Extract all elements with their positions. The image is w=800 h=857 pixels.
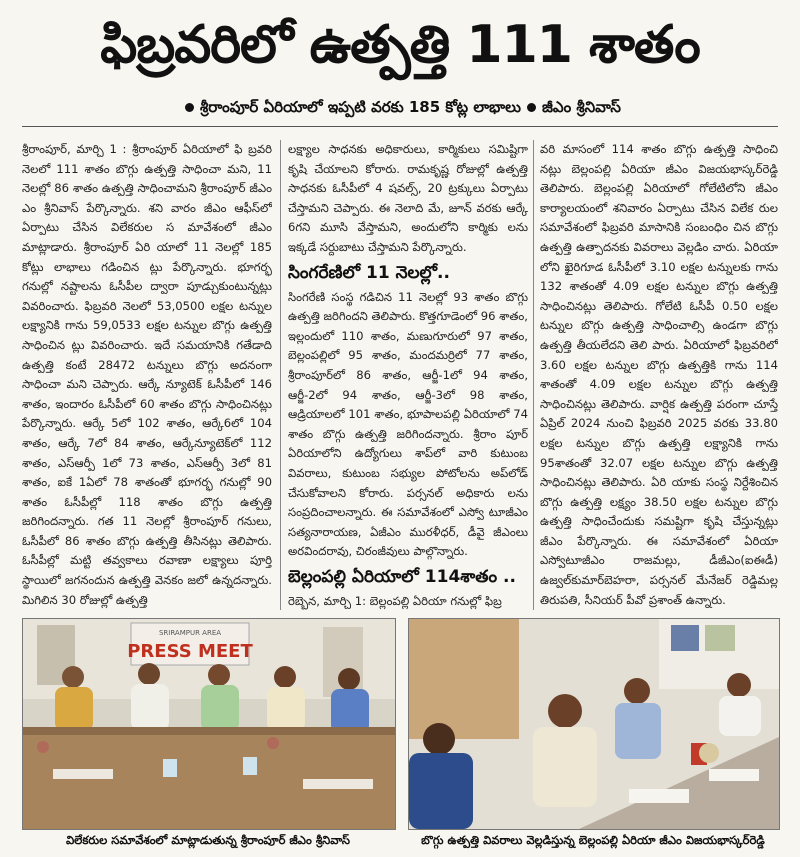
banner-small-text: SRIRAMPUR AREA [158,629,222,637]
subhead-part1: శ్రీరాంపూర్ ఏరియాలో ఇప్పటి వరకు 185 కోట్ల లాభాలు [200,98,521,116]
section-heading-bellampalli: బెల్లంపల్లి ఏరియాలో 114శాతం .. [288,566,516,587]
column-divider [280,140,281,610]
column-2-text-top: లక్ష్యాల సాధనకు అధికారులు, కార్మికులు సమిష్టిగా కృషి చేయాలని కోరారు. రామకృష్ణ రోజుల్లో ఉత్పత్తి సాధనకు ఓసీపీలో 4 షవల్స్, 20 ట్రక్కులు ఏర్పాటు చేస్తామని చెప్పారు. ఈ నెలాది మే, జూన్ వరకు ఆర్కే 6గని మూసి వేస్తామని, అందులోని కార్మికు లను ఇక్కడే సర్దుబాటు చేస్తామని పేర్కొన్నారు. [288,142,528,254]
column-divider [533,140,534,610]
bullet-icon [185,103,194,112]
article-column-3 [540,140,778,610]
top-rule [22,126,778,127]
article-column-2 [288,140,528,610]
subhead-part2: జీఎం శ్రీనివాస్ [541,98,621,116]
column-1-text: శ్రీరాంపూర్, మార్చి 1 : శ్రీరాంపూర్ ఏరియాలో ఫి బ్రవరి నెలలో 111 శాతం బొగ్గు ఉత్పత్తి సాధించా మని, 11 నెలల్లో 86 శాతం ఉత్పత్తి సాధించామని శ్రీరాంపూర్ జీఎం ఎం శ్రీనివాస్ పేర్కొన్నారు. శని వారం జీఎం ఆఫీస్‌లో ఏర్పాటు చేసిన విలేకరుల స మావేశంలో జీఎం మాట్లాడారు. శ్రీరాంపూర్ ఏరి యాలో 11 నెలల్లో 185 కోట్లు లాభాలు గడించిన ట్లు పేర్కొన్నారు. భూగర్భ గనుల్లో నష్టాలను ఓసీపీల ద్వారా పూడ్చుకుంటున్నట్లు వివరించారు. ఫిబ్రవరి నెలలో 53,0500 లక్షల టన్నుల లక్ష్యానికి గాను 59,0533 లక్షల టన్నుల బొగ్గు ఉత్పత్తి సాధించిన ట్లు వివరించారు. ఇదే సమయానికి గతేడాది ఉత్పత్తి కంటే 28472 టన్నులు బొగ్గు అదనంగా సాధించా మని చెప్పారు. ఆర్కే న్యూటెక్ ఓసీపీలో 146 శాతం, ఇందారం ఓసీపీలో 60 శాతం బొగ్గు సాధించినట్లు పేర్కొన్నారు. ఆర్కే 5లో 102 శాతం, ఆర్కే6లో 104 శాతం, ఆర్కే 7లో 84 శాతం, ఆర్కేన్యూటెక్‌లో 112 శాతం, ఎస్ఆర్పీ 1లో 73 శాతం, ఎస్ఆర్పీ 3లో 81 శాతం, ఐకే 1ఏలో 78 శాతంతో భూగర్భ గనుల్లో 90 శాతం ఓసీపీల్లో 118 శాతం బొగ్గు ఉత్పత్తి జరిగిందన్నారు. గత 11 నెలల్లో శ్రీరాంపూర్ గనులు, ఓసీపీలో 86 శాతం బొగ్గు ఉత్పత్తి తీసినట్లు తెలిపారు. ఓసీపీల్లో మట్టి తవ్వకాలు రవాణా లక్ష్యాలు పూర్తి స్థాయిలో జగనందున ఉత్పత్తి వెనకం జలో ఉన్నదన్నారు. మిగిలిన 30 రోజుల్లో ఉత్పత్తి [22,142,272,607]
banner-text: PRESS MEET [127,641,253,662]
headline: ఫిబ్రవరిలో ఉత్పత్తి 111 శాతం [100,15,700,75]
office-meeting-illustration [409,619,779,829]
column-2-text-mid: సింగరేణి సంస్థ గడిచిన 11 నెలల్లో 93 శాతం బొగ్గు ఉత్పత్తి జరిగిందని తెలిపారు. కొత్తగూడెంలో 96 శాతం, ఇల్లందులో 110 శాతం, మణుగూరులో 97 శాతం, బెల్లంపల్లిలో 95 శాతం, మందమర్రిలో 77 శాతం, శ్రీరాంపూర్‌లో 86 శాతం, ఆర్జీ-1లో 94 శాతం, ఆర్జీ-2లో 94 శాతం, ఆర్జీ-3లో 98 శాతం, ఆడ్రియాలలో 101 శాతం, భూపాలపల్లి ఏరియాలో 74 శాతం బొగ్గు ఉత్పత్తి జరిగిందన్నారు. శ్రీరాం పూర్ ఏరియాలోని ఉద్యోగులు శాప్‌లో వారి కుటుంబ వివరాలు, కుటుంబ సభ్యుల పోటోలను అప్‌లోడ్ చేసుకోవాలని కోరారు. పర్సనల్ అధికారు లను సంప్రదించాలన్నారు. ఈ సమావేశంలో ఎస్వో టూజీఎం సత్యనారాయణ, ఏజీఎం మురళీధర్, డీవై జీఎంలు అరవిందరావు, చిరంజీవులు పాల్గొన్నారు. [288,289,528,559]
press-meet-illustration [23,619,395,829]
bellampalli-gm-photo [408,618,780,830]
column-3-text: వరి మాసంలో 114 శాతం బొగ్గు ఉత్పత్తి సాధించి నట్లు బెల్లంపల్లి ఏరియా జీఎం విజయభాస్కర్‌రెడ్డి తెలిపారు. బెల్లంపల్లి ఏరియాలో గోలేటిలోని జీఎం కార్యాలయంలో శనివారం ఏర్పాటు చేసిన విలేక రుల సమావేశంలో ఫిబ్రవరి మాసానికి సంబంధిం చిన బొగ్గు ఉత్పత్తి ఉత్పాదనకు వివరాలు వెల్లడిం చారు. ఏరియా లోని ఖైరిగూడ ఓసీపీలో 3.10 లక్షల టన్నులకు గాను 132 శాతంతో 4.09 లక్షల టన్నుల బొగ్గు ఉత్పత్తి సాధించినట్లు తెలిపారు. గోలేటి ఓసీపీ 0.50 లక్షల టన్నుల బొగ్గు ఉత్పత్తి సాధించాల్సి ఉండగా బొగ్గు ఉత్పత్తి తీయలేదని తెలి పారు. ఏరియాలో ఫిబ్రవరిలో 3.60 లక్షల టన్నుల బొగ్గు ఉత్పత్తికి గాను 114 శాతంతో 4.09 లక్షల టన్నుల బొగ్గు ఉత్పత్తి సాధించినట్లు తెలిపారు. వార్షిక ఉత్పత్తి పరంగా చూస్తే ఏప్రిల్ 2024 నుంచి ఫిబ్రవరి 2025 వరకు 33.80 లక్షల టన్నుల బొగ్గు ఉత్పత్తి లక్ష్యానికి గాను 95శాతంతో 32.07 లక్షల టన్నుల బొగ్గు ఉత్పత్తి సాధించినట్లు తెలిపారు. ఏరి యాకు సంస్థ నిర్దేశించిన బొగ్గు ఉత్పత్తి లక్ష్యం 38.50 లక్షల టన్నుల బొగ్గు ఉత్పత్తి సాధించేందుకు సమష్టిగా కృషి చేస్తున్నట్లు జీఎం పేర్కొన్నారు. ఈ సమావేశంలో ఏరియా ఎస్వోటూజీఎం రాజమల్లు, డీజీఎం(ఐఈడీ) ఉజ్వల్‌కుమార్‌బెహరా, పర్సనల్ మేనేజర్ రెడ్డిమల్ల తిరుపతి, సీనియర్ పీవో ప్రశాంత్ ఉన్నారు. [540,142,778,607]
photo-2-caption: బొగ్గు ఉత్పత్తి వివరాలు వెల్లడిస్తున్న బెల్లంపల్లి ఏరియా జీఎం విజయభాస్కర్‌రెడ్డి [421,833,765,847]
bullet-icon [527,103,536,112]
article-column-1 [22,140,272,610]
column-2-text-bottom: రెబ్బెన, మార్చి 1: బెల్లంపల్లి ఏరియా గనుల్లో ఫిబ్ర [288,593,502,608]
subhead [0,94,800,120]
photo-1-caption: విలేకరుల సమావేశంలో మాట్లాడుతున్న శ్రీరాంపూర్ జీఎం శ్రీనివాస్ [66,833,350,847]
press-meet-photo [22,618,396,830]
section-heading-singareni: సింగరేణిలో 11 నెలల్లో.. [288,262,450,283]
